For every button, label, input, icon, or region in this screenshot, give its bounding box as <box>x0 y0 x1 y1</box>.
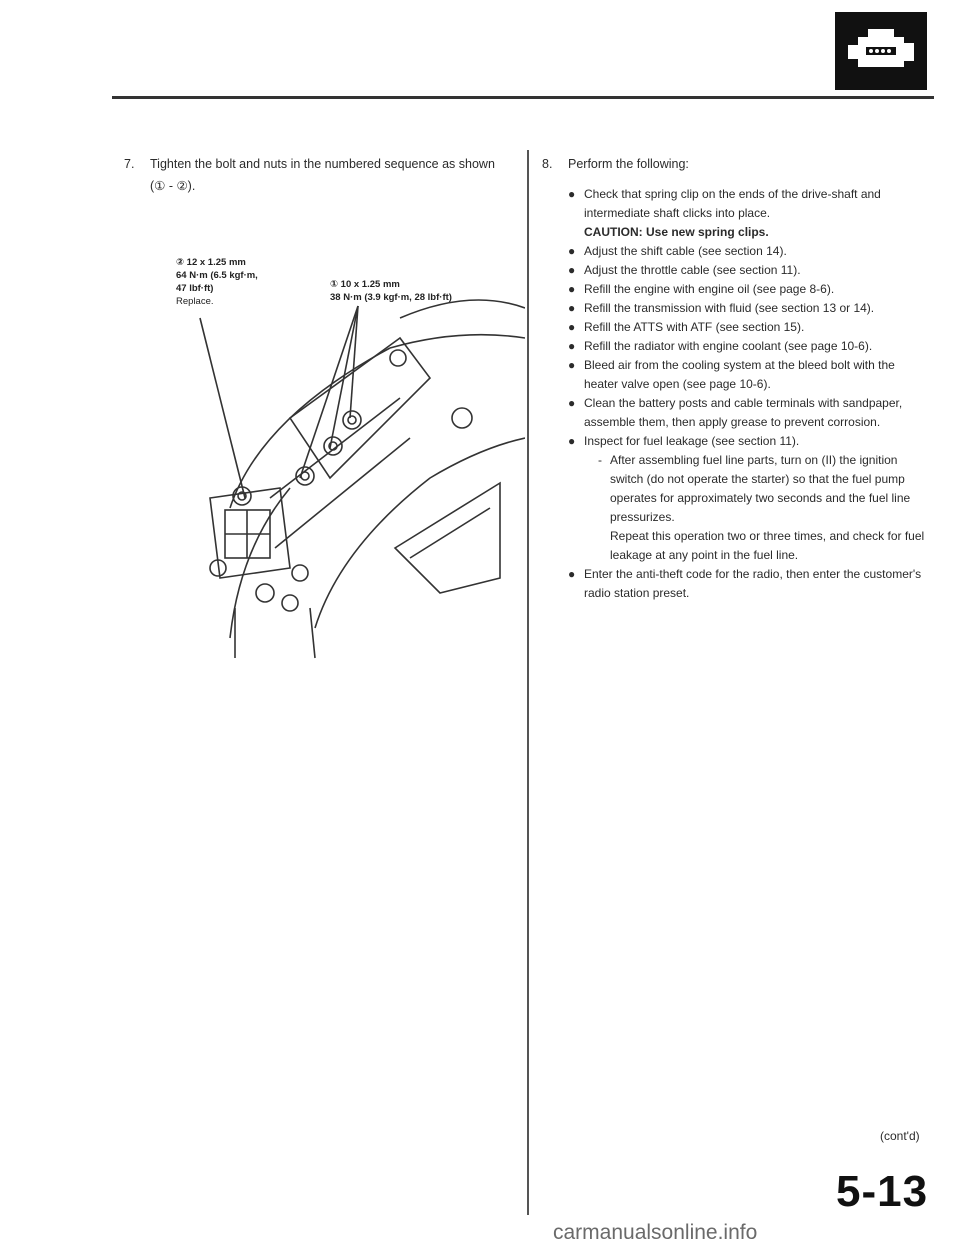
repeat-note: Repeat this operation two or three times, and check for fuel leakage at any point in the fuel line. <box>610 529 925 562</box>
list-item: ● Refill the radiator with engine coolant (see page 10-6). <box>568 337 928 356</box>
bullet-icon: ● <box>568 320 576 334</box>
page-number: 5-13 <box>836 1167 929 1216</box>
list-item: ● Bleed air from the cooling system at the bleed bolt with the heater valve open (see page 10-6). <box>568 358 895 391</box>
bullet-icon: ● <box>568 339 576 353</box>
bullet-icon: ● <box>568 567 576 581</box>
list-item: ● Refill the transmission with fluid (see section 13 or 14). <box>568 299 928 318</box>
callout-size: ② 12 x 1.25 mm <box>176 257 246 268</box>
list-item: ● Refill the engine with engine oil (see page 8-6). <box>568 280 928 299</box>
continued-label: (cont'd) <box>880 1129 920 1143</box>
dash-icon: - <box>598 453 602 467</box>
bullet-icon: ● <box>568 187 576 201</box>
checklist <box>568 185 928 603</box>
bullet-icon: ● <box>568 358 576 372</box>
sub-item: - After assembling fuel line parts, turn on (II) the ignition switch (do not operate the starter) so that the fuel pump operates for approximately two seconds and the fuel line pressurizes. <box>598 453 911 524</box>
list-item: ● Inspect for fuel leakage (see section 11). - After assembling fuel line parts, turn on (II) the ignition switch (do not operate the starter) so that the fuel pump operates for approximately two seconds and the fuel line pressurizes. Repeat this operation two or three times, and check for fuel leakage at any point in the fuel line. <box>568 432 928 565</box>
list-item: ● Enter the anti-theft code for the radio, then enter the customer's radio station preset. <box>568 567 922 600</box>
engine-section-badge <box>835 12 927 90</box>
bullet-icon: ● <box>568 434 576 448</box>
step-text: Tighten the bolt and nuts in the numbered sequence as shown (① - ②). <box>150 157 495 193</box>
bullet-icon: ● <box>568 244 576 258</box>
list-item: ● Clean the battery posts and cable terminals with sandpaper, assemble them, then apply grease to prevent corrosion. <box>568 396 903 429</box>
list-item: ● Check that spring clip on the ends of the drive-shaft and intermediate shaft clicks into place. CAUTION: Use new spring clips. <box>568 185 928 242</box>
callout-torque: 64 N·m (6.5 kgf·m, <box>176 270 258 281</box>
bullet-icon: ● <box>568 301 576 315</box>
step-8 <box>542 153 928 603</box>
callout-torque: 38 N·m (3.9 kgf·m, 28 lbf·ft) <box>330 292 452 303</box>
step-7 <box>124 153 510 197</box>
list-item: ● Refill the ATTS with ATF (see section 15). <box>568 318 928 337</box>
column-divider <box>527 150 529 1215</box>
callout-size: ① 10 x 1.25 mm <box>330 279 400 290</box>
step-number: 8. <box>542 157 553 171</box>
watermark: carmanualsonline.info <box>553 1221 758 1244</box>
bullet-icon: ● <box>568 396 576 410</box>
callout-note: Replace. <box>176 296 214 307</box>
header-rule <box>112 96 934 99</box>
step-number: 7. <box>124 157 135 171</box>
caution-text: CAUTION: Use new spring clips. <box>584 225 769 239</box>
engine-icon <box>844 23 918 79</box>
callout-torque-2: 47 lbf·ft) <box>176 283 214 294</box>
list-item: ● Adjust the shift cable (see section 14). <box>568 242 928 261</box>
mount-bracket-illustration <box>140 248 525 668</box>
list-item: ● Adjust the throttle cable (see section 11). <box>568 261 928 280</box>
step-intro: Perform the following: <box>568 157 689 171</box>
bullet-icon: ● <box>568 263 576 277</box>
bullet-icon: ● <box>568 282 576 296</box>
